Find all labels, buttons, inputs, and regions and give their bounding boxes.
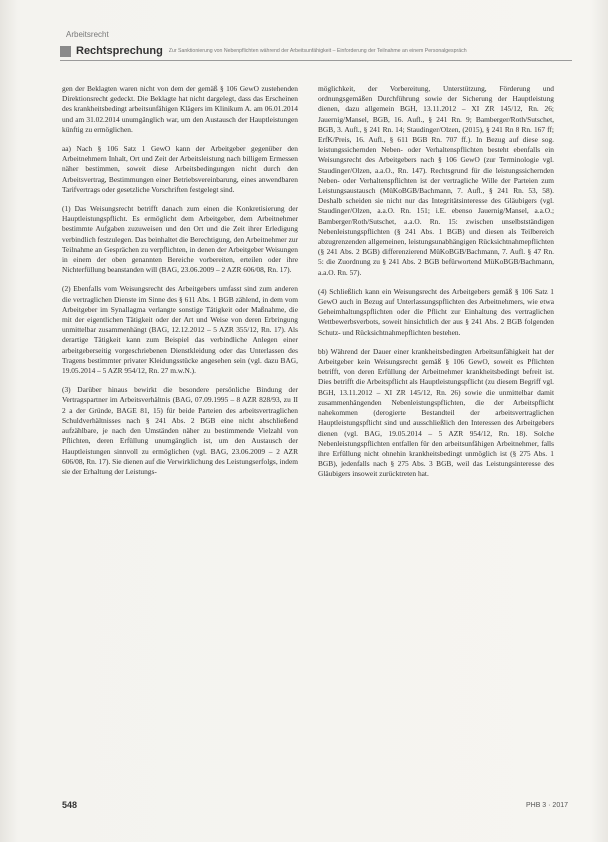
- journal-reference: PHB 3 · 2017: [525, 802, 568, 809]
- paragraph: (2) Ebenfalls vom Weisungsrecht des Arbeitgebers umfasst sind zum anderen die vertraglichen Dienste im Sinne des § 611 Abs. 1 BGB zählend, in dem vom Arbeitgeber im Synallagma verlangte sonstige Tätigkeit oder Maßnahme, die mit der eigentlichen Tätigkeit oder der Art und Weise von deren Erbringung unmittelbar zusammenhängt (BAG, 12.12.2012 – 5 AZR 355/12, Rn. 17). Als derartige Tätigkeit kann zum Beispiel das verbindliche Anlegen einer arbeitgeberseitig vorgeschriebenen Dienstkleidung oder das Unterlassen des Tragens bestimmter privater Kleidungsstücke angesehen sein (vgl. dazu BAG, 19.05.2014 – 5 AZR 954/12, Rn. 27 m.w.N.).: [62, 284, 298, 376]
- paragraph: bb) Während der Dauer einer krankheitsbedingten Arbeitsunfähigkeit hat der Arbeitgeber kein Weisungsrecht gemäß § 106 GewO, soweit es Pflichten betrifft, von deren Erfüllung der Arbeitnehmer krankheitsbedingt befreit ist. Dies betrifft die Arbeitspflicht als Hauptleistungspflicht (zu diesem Begriff vgl. BGH, 13.11.2012 – XI ZR 145/12, Rn. 26) sowie die unmittelbar damit zusammenhängenden Nebenleistungspflichten, die der Arbeitspflicht nahekommen (derogierte Bestandteil der arbeitsvertraglichen Hauptleistungspflicht sind und ausschließlich den Interessen des Arbeitgebers dienen (vgl. BAG, 19.05.2014 – 5 AZR 954/12, Rn. 18). Solche Nebenleistungspflichten entfallen für den arbeitsunfähigen Arbeitnehmer, falls ihre Erfüllung nicht ohnehin krankheitsbedingt unmöglich ist (§ 275 Abs. 1 BGB), jedenfalls nach § 275 Abs. 3 BGB, weil das Leistungsinteresse des Gläubigers insoweit zurücktreten hat.: [318, 346, 554, 479]
- header-divider: [60, 60, 572, 61]
- left-column: [62, 84, 298, 486]
- paragraph: gen der Beklagten waren nicht von dem der gemäß § 106 GewO zustehenden Direktionsrecht gedeckt. Die Beklagte hat nicht dargelegt, dass das Erscheinen des krankheitsbedingt arbeitsunfähigen Klägers im Klinikum A. am 06.01.2014 und am 31.02.2014 unumgänglich war, um den Austausch der Hauptleistungen künftig zu ermöglichen.: [62, 84, 298, 134]
- paragraph: (1) Das Weisungsrecht betrifft danach zum einen die Konkretisierung der Hauptleistungspflicht. Es ermöglicht dem Arbeitgeber, dem Arbeitnehmer bestimmte Aufgaben zuzuweisen und den Ort und die Zeit ihrer Erledigung verbindlich festzulegen. Das beinhaltet die Berechtigung, den Arbeitnehmer zur Teilnahme an Gesprächen zu verpflichten, in denen der Arbeitgeber Weisungen in einem der oben genannten Bereiche vorbereiten, erteilen oder ihre Nichterfüllung beanstanden will (BAG, 23.06.2009 – 2 AZR 606/08, Rn. 17).: [62, 204, 299, 275]
- page-number: 548: [62, 800, 78, 810]
- paragraph: (4) Schließlich kann ein Weisungsrecht des Arbeitgebers gemäß § 106 Satz 1 GewO auch in Bezug auf Unterlassungspflichten des Arbeitnehmers, wie etwa Geheimhaltungspflichten oder die Pflicht zur Einhaltung des vertraglichen Wettbewerbsverbots, soweit hinsichtlich der aus § 241 Abs. 2 BGB folgenden Schutz- und Rücksichtnahmepflichten bestehen.: [318, 286, 554, 337]
- running-header: [60, 44, 572, 58]
- header-subtitle: Zur Sanktionierung von Nebenpflichten während der Arbeitsunfähigkeit – Einforderung der Teilnahme an einem Personalgespräch: [168, 48, 467, 54]
- header-marker-icon: [60, 46, 71, 57]
- header-title: Rechtsprechung: [76, 45, 163, 57]
- section-label: Arbeitsrecht: [66, 30, 109, 39]
- paragraph: (3) Darüber hinaus bewirkt die besondere persönliche Bindung der Vertragspartner im Arbeitsverhältnis (BAG, 07.09.1995 – 8 AZR 828/93, zu II 2 a der Gründe, BAGE 81, 15) für beide Parteien des arbeitsvertraglichen Schuldverhältnisses nach § 241 Abs. 2 BGB eine nicht abschließend aufzählbare, je nach den Umständen näher zu bestimmende Vielzahl von Pflichten, deren Erfüllung unumgänglich ist, um den Austausch der Hauptleistungen sinnvoll zu ermöglichen (vgl. BAG, 23.06.2009 – 2 AZR 606/08, Rn. 17). Sie dienen auf die Verwirklichung des Leistungserfolgs, indem sie der Erhaltung der Leistungs-: [62, 385, 298, 476]
- paragraph: aa) Nach § 106 Satz 1 GewO kann der Arbeitgeber gegenüber den Arbeitnehmern Inhalt, Ort und Zeit der Arbeitsleistung nach billigem Ermessen näher bestimmen, soweit diese Arbeitsbedingungen nicht durch den Arbeitsvertrag, Bestimmungen einer Betriebsvereinbarung, eines anwendbaren Tarifvertrags oder gesetzliche Vorschriften festgelegt sind.: [62, 144, 298, 194]
- paragraph: möglichkeit, der Vorbereitung, Unterstützung, Förderung und ordnungsgemäßen Durchführung sowie der Sicherung der Hauptleistung dienen, dazu allgemein BGH, 13.11.2012 – XI ZR 145/12, Rn. 26; Jauernig/Mansel, BGB, 16. Aufl., § 241 Rn. 9; Bamberger/Roth/Sutschet, BGB, 3. Aufl., § 241 Rn. 14; Staudinger/Olzen, (2015), § 241 Rn 8 Rn. 167 ff; ErfK/Preis, 16. Aufl., § 611 BGB Rn. 707 ff.). In Bezug auf diese sog. leistungssichernden Neben- oder Verhaltenspflichten besteht ebenfalls ein Weisungsrecht des Arbeitgebers nach § 106 GewO (zur Terminologie vgl. Staudinger/Olzen, a.a.O., Rn. 147). Rechtsgrund für die leistungssichernden Neben- oder Verhaltenspflichten ist der vertragliche Wille der Parteien zum Leistungsaustausch (MüKoBGB/Bachmann, 7. Aufl., § 241 Rn. 53, 58). Deshalb scheiden sie nicht nur das Integritätsinteresse des Gläubigers (vgl. Staudinger/Olzen, a.a.O. Rn. 151; i.E. ebenso Jauernig/Mansel, a.a.O.; Bamberger/Roth/Sutschet, a.a.O. Rn. 15: zwischen unselbstständigen Nebenleistungspflichten (§ 241 Abs. 1 BGB) und diesen als Teilbereich abzugrenzenden allgemeinen, leistungsunabhängigen Rücksichtnahmepflichten (§ 241 Abs. 2 BGB) differenzierend MüKoBGB/Bachmann, 7. Aufl. § 47 Rn. 5: die Zuordnung zu § 241 Abs. 2 BGB befürwortend MüKoBGB/Bachmann, a.a.O. Rn. 57).: [318, 84, 554, 277]
- right-column: [318, 84, 554, 489]
